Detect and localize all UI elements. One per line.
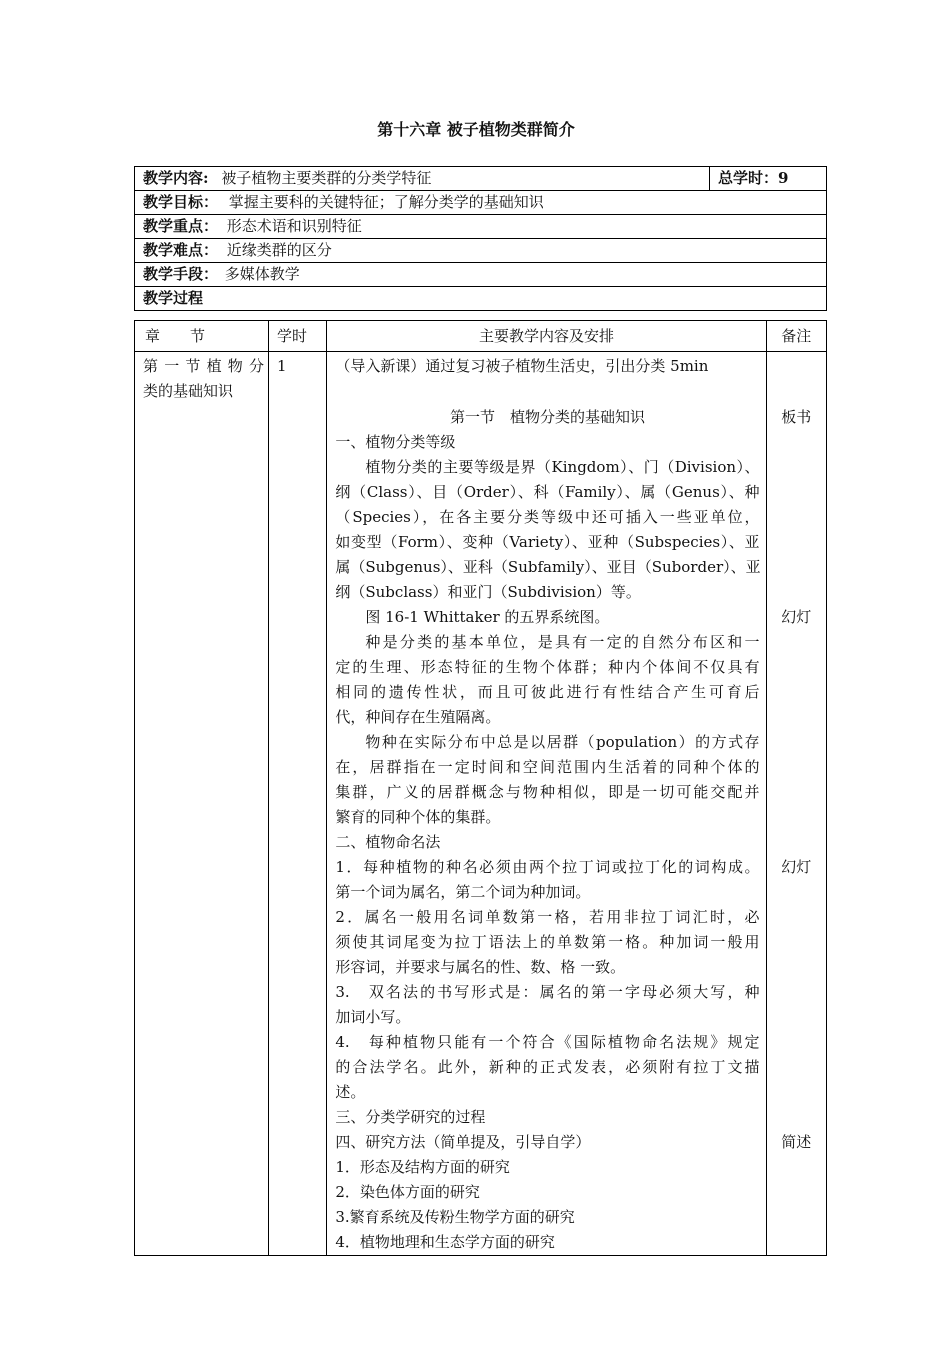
heading: 一、植物分类等级 — [335, 433, 456, 451]
lesson-table — [134, 320, 827, 1256]
key-cell — [135, 215, 827, 239]
paragraph-line: 植物分类的主要等级是界（Kingdom）、门（Division）、 — [365, 458, 760, 476]
section-title: 第一节 植物分类的基础知识 — [449, 408, 645, 426]
paragraph-line: 述。 — [335, 1083, 366, 1101]
paragraph-line: 第一个词为属名，第二个词为种加词。 — [335, 883, 591, 901]
method-item: 1．形态及结构方面的研究 — [335, 1158, 510, 1176]
content-value: 被子植物主要类群的分类学特征 — [221, 169, 432, 187]
paragraph-line: 3. 双名法的书写形式是：属名的第一字母必须大写，种 — [335, 983, 760, 1001]
paragraph-line: 纲（Subclass）和亚门（Subdivision）等。 — [335, 583, 641, 601]
means-value: 多媒体教学 — [224, 265, 300, 283]
method-item: 3.繁育系统及传粉生物学方面的研究 — [335, 1208, 575, 1226]
col-chapter: 章 节 — [135, 321, 269, 352]
goal-value: 掌握主要科的关键特征；了解分类学的基础知识 — [228, 193, 544, 211]
hours-cell — [268, 352, 326, 1256]
means-label: 教学手段： — [143, 265, 219, 283]
content-cell — [327, 352, 766, 1256]
paragraph-line: 2．属名一般用名词单数第一格，若用非拉丁词汇时，必 — [335, 908, 760, 926]
note-slide: 幻灯 — [781, 858, 812, 876]
chapter-cell — [135, 352, 269, 1256]
paragraph-line: 形容词，并要求与属名的性、数、格 一致。 — [335, 958, 626, 976]
col-content: 主要教学内容及安排 — [327, 321, 766, 352]
paragraph-line: 纲（Class）、目（Order）、科（Family）、属（Genus）、种 — [335, 483, 760, 501]
figure-caption: 图 16-1 Whittaker 的五界系统图。 — [365, 608, 610, 626]
goal-cell — [135, 191, 827, 215]
content-label: 教学内容: — [143, 169, 209, 187]
paragraph-line: 种是分类的基本单位，是具有一定的自然分布区和一 — [365, 633, 760, 651]
col-note: 备注 — [766, 321, 826, 352]
method-item: 4．植物地理和生态学方面的研究 — [335, 1233, 555, 1251]
header-table — [134, 166, 827, 311]
page-title: 第十六章 被子植物类群简介 — [377, 120, 575, 139]
paragraph-line: （Species），在各主要分类等级中还可插入一些亚单位， — [335, 508, 760, 526]
goal-label: 教学目标： — [143, 193, 219, 211]
chapter-line: 第一节植物分 — [143, 357, 264, 375]
key-value: 形态术语和识别特征 — [226, 217, 362, 235]
content-cell — [135, 167, 710, 191]
paragraph-line: 如变型（Form）、变种（Variety）、亚种（Subspecies）、亚 — [335, 533, 760, 551]
paragraph-line: 的合法学名。此外，新种的正式发表，必须附有拉丁文描 — [335, 1058, 760, 1076]
key-label: 教学重点： — [143, 217, 219, 235]
paragraph-line: 1．每种植物的种名必须由两个拉丁词或拉丁化的词构成。 — [335, 858, 760, 876]
method-item: 2．染色体方面的研究 — [335, 1183, 480, 1201]
paragraph-line: 相同的遗传性状，而且可彼此进行有性结合产生可育后 — [335, 683, 760, 701]
heading: 二、植物命名法 — [335, 833, 441, 851]
heading: 三、分类学研究的过程 — [335, 1108, 486, 1126]
note-board: 板书 — [781, 408, 812, 426]
paragraph-line: 代，种间存在生殖隔离。 — [335, 708, 501, 726]
note-cell — [766, 352, 826, 1256]
difficult-cell — [135, 239, 827, 263]
note-slide: 幻灯 — [781, 608, 812, 626]
paragraph-line: 4. 每种植物只能有一个符合《国际植物命名法规》规定 — [335, 1033, 760, 1051]
process-label: 教学过程 — [135, 287, 827, 311]
intro-text: （导入新课）通过复习被子植物生活史，引出分类 5min — [335, 357, 709, 375]
hours-value: 1 — [276, 357, 287, 375]
paragraph-line: 定的生理、形态特征的生物个体群；种内个体间不仅具有 — [335, 658, 760, 676]
paragraph-line: 繁育的同种个体的集群。 — [335, 808, 501, 826]
paragraph-line: 加词小写。 — [335, 1008, 411, 1026]
paragraph-line: 物种在实际分布中总是以居群（population）的方式存 — [365, 733, 760, 751]
chapter-line: 类的基础知识 — [143, 382, 234, 400]
col-hours: 学时 — [268, 321, 326, 352]
heading: 四、研究方法（简单提及，引导自学） — [335, 1133, 591, 1151]
difficult-value: 近缘类群的区分 — [226, 241, 332, 259]
paragraph-line: 属（Subgenus）、亚科（Subfamily）、亚目（Suborder）、亚 — [335, 558, 761, 576]
note-brief: 简述 — [781, 1133, 812, 1151]
paragraph-line: 在，居群指在一定时间和空间范围内生活着的同种个体的 — [335, 758, 760, 776]
paragraph-line: 集群，广义的居群概念与物种相似，即是一切可能交配并 — [335, 783, 760, 801]
means-cell — [135, 263, 827, 287]
paragraph-line: 须使其词尾变为拉丁语法上的单数第一格。种加词一般用 — [335, 933, 760, 951]
total-hours: 总学时：9 — [710, 167, 827, 191]
difficult-label: 教学难点： — [143, 241, 219, 259]
